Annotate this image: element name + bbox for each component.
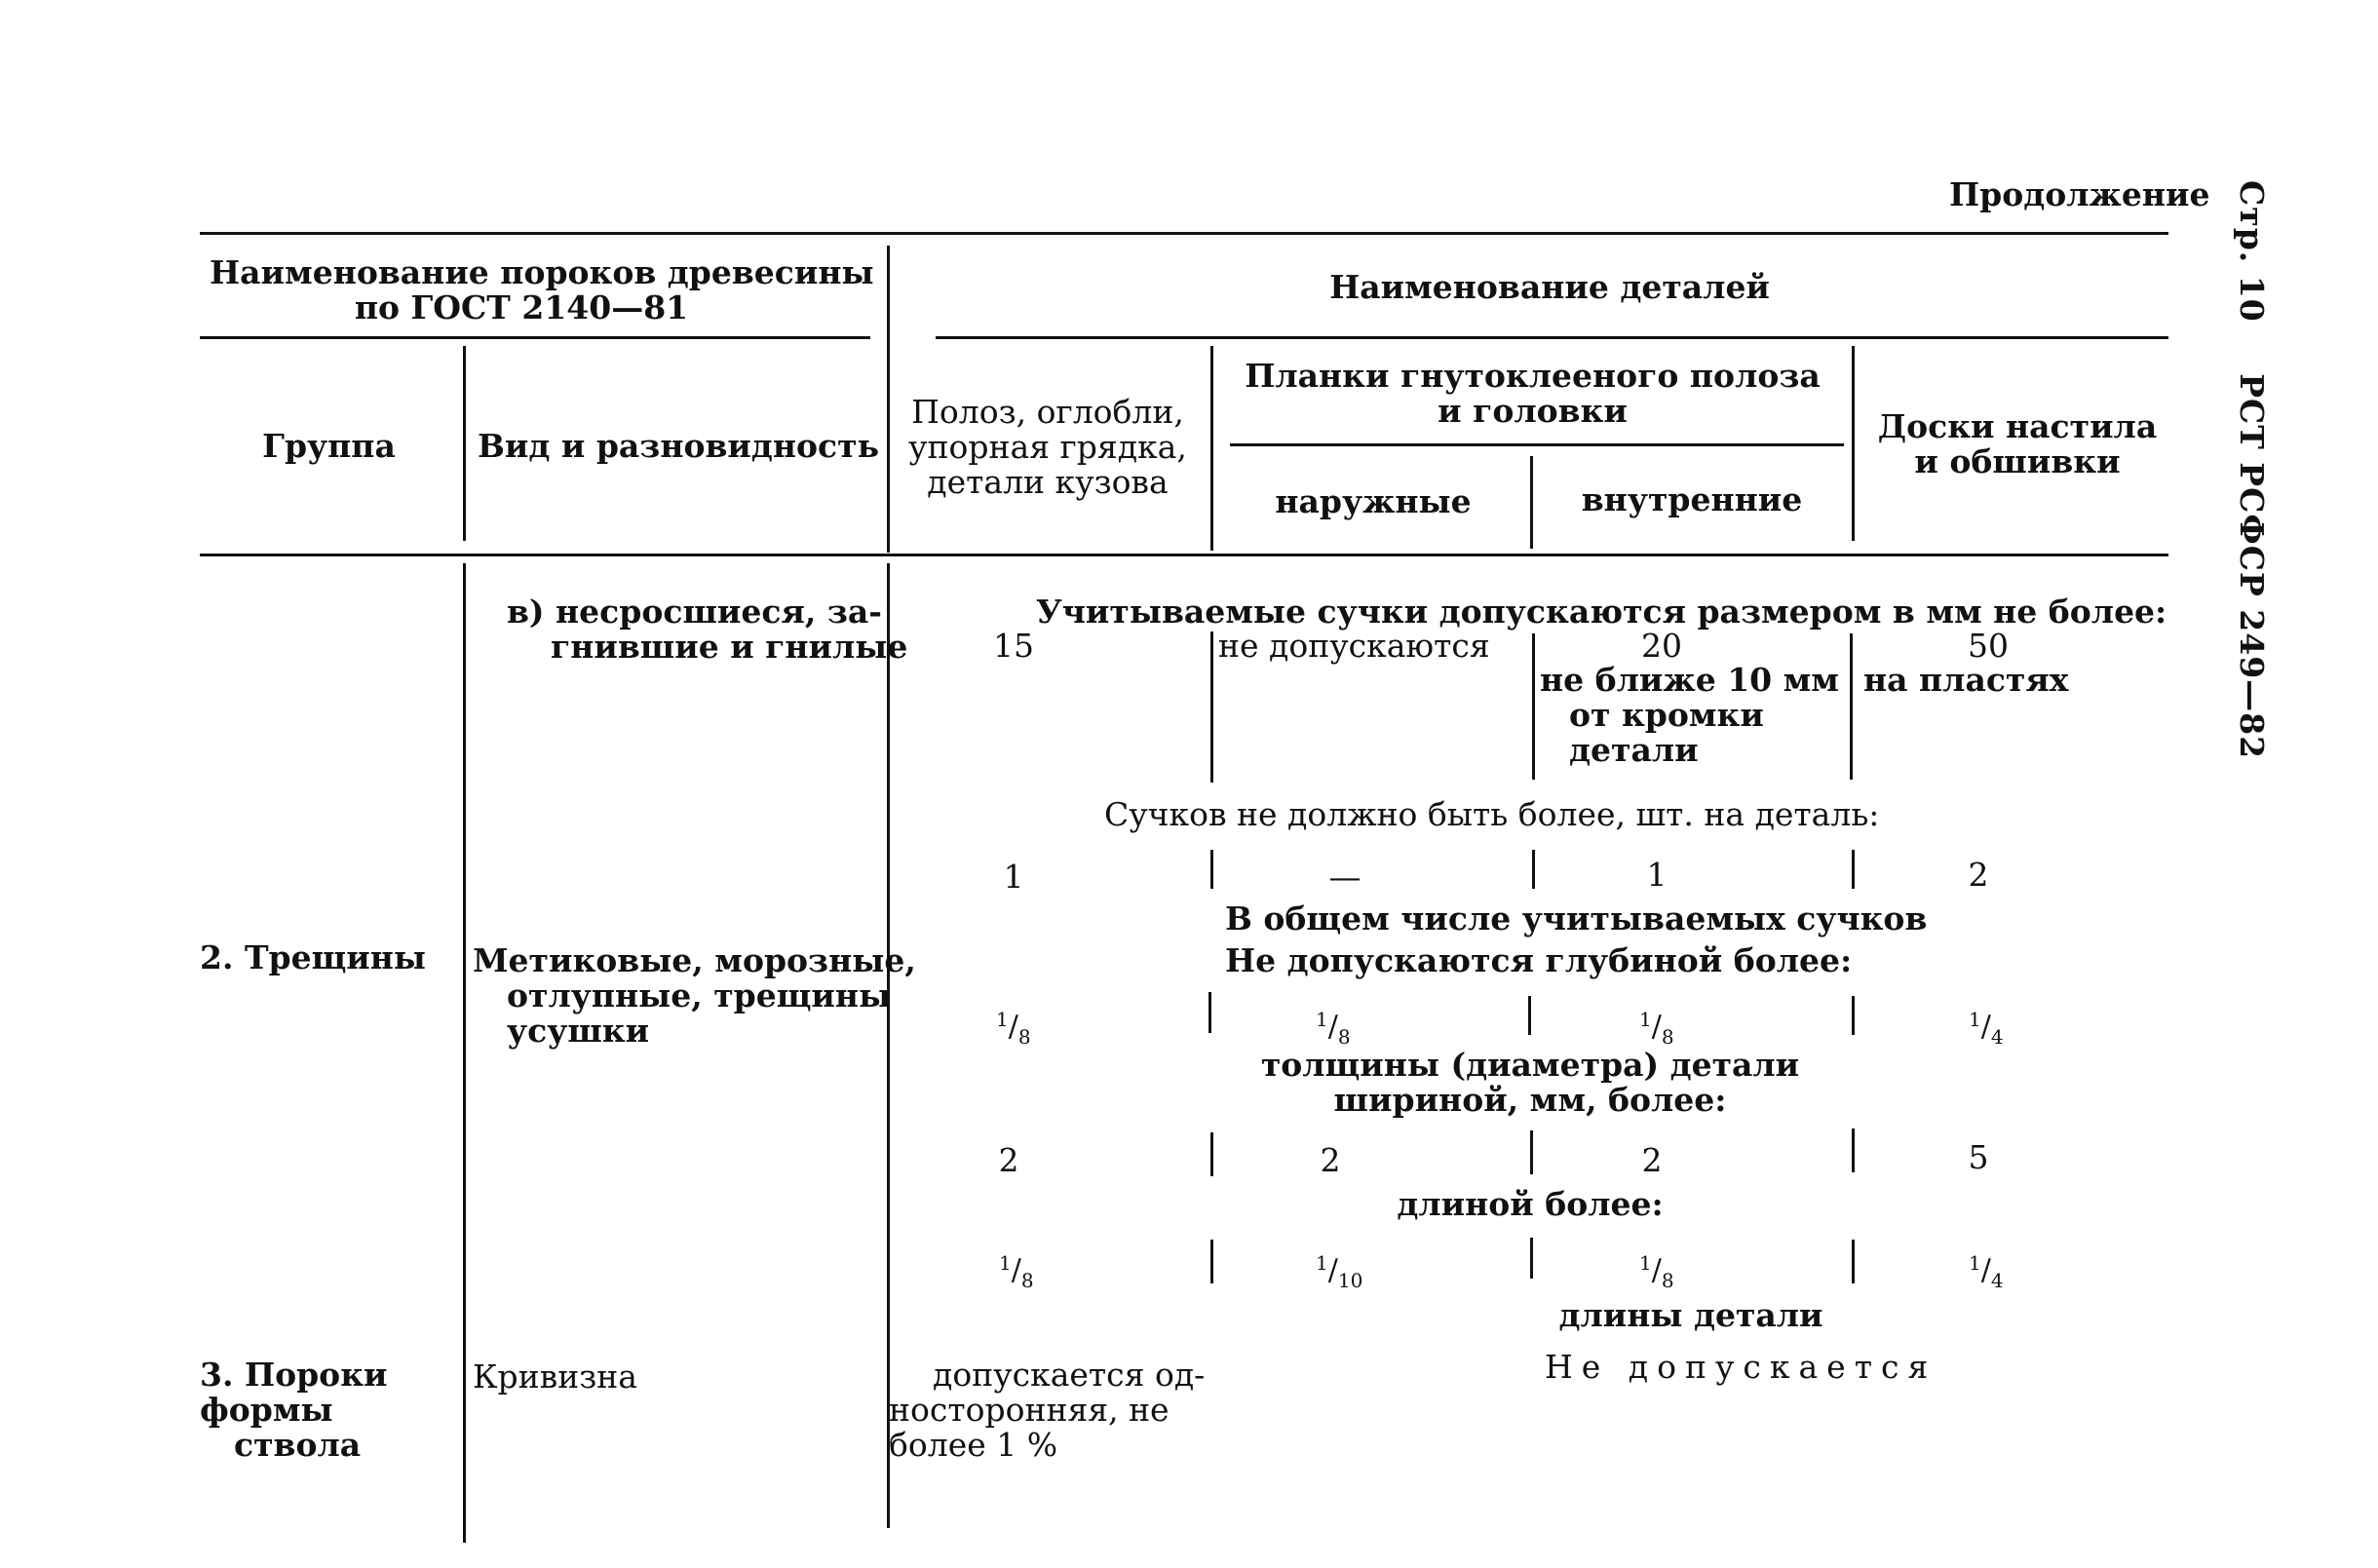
cracks-width-outer: 2 (1320, 1141, 1341, 1179)
knots-count-outer: — (1328, 858, 1362, 896)
shape-group (200, 1358, 388, 1463)
rule-kind-left (463, 346, 466, 541)
cracks-depth-inner: $^1/_8$ (1639, 1008, 1674, 1049)
frac-den: 8 (1020, 1269, 1034, 1292)
frac-num: 1 (1316, 1008, 1328, 1031)
knots-kind-line1: в) несросшиеся, за- (507, 593, 882, 631)
rule-runner-left (887, 246, 890, 553)
sep-length-inner (1530, 1238, 1533, 1279)
cracks-width-inner: 2 (1641, 1141, 1663, 1179)
frac-num: 1 (1639, 1251, 1652, 1275)
shape-runner-line1: допускается од- (933, 1356, 1206, 1394)
sep-count-inner (1532, 850, 1535, 889)
frac-den: 8 (1661, 1025, 1674, 1049)
document-code: РСТ РСФСР 249—82 (2233, 373, 2271, 760)
table-top-rule (200, 232, 2168, 235)
header-parts-group: Наименование деталей (1329, 268, 1770, 306)
rule-boards-left (1852, 346, 1855, 541)
sep-width-outer (1210, 1132, 1213, 1176)
frac-den: 8 (1337, 1025, 1351, 1049)
frac-num: 1 (996, 1008, 1009, 1031)
knots-size-inner-value: 20 (1641, 627, 1682, 665)
sep-length-boards (1852, 1240, 1855, 1283)
header-bottom-rule (200, 554, 2168, 556)
side-header (2233, 180, 2271, 798)
shape-group-line2: формы (200, 1391, 333, 1429)
frac-den: 4 (1990, 1269, 2004, 1292)
cracks-group: 2. Трещины (200, 938, 426, 976)
sep-knots-boards (1850, 633, 1853, 780)
cracks-length-outer: $^1/_{10}$ (1316, 1251, 1363, 1292)
header-col-runner (892, 395, 1204, 500)
strips-subgroup-rule (1230, 443, 1844, 446)
rule-kind-left-body (463, 563, 466, 1543)
rule-outer-inner (1530, 456, 1533, 549)
sep-depth-inner (1528, 996, 1531, 1035)
knots-size-boards-note: на пластях (1863, 661, 2069, 699)
cracks-length-boards: $^1/_4$ (1969, 1251, 2004, 1292)
shape-group-line1: 3. Пороки (200, 1356, 388, 1394)
shape-group-line3: ствола (234, 1426, 362, 1464)
knots-inner-note-line1: не ближе 10 мм (1540, 661, 1839, 699)
frac-den: 8 (1017, 1025, 1031, 1049)
knots-inner-note-line3: детали (1569, 731, 1699, 769)
sep-width-inner (1530, 1130, 1533, 1174)
cracks-length-runner: $^1/_8$ (999, 1251, 1034, 1292)
cracks-depth-note: Не допускаются глубиной более: (1225, 941, 1853, 979)
sep-length-outer (1210, 1240, 1213, 1283)
knots-kind (507, 594, 907, 665)
cracks-thickness-note (1218, 1048, 1842, 1118)
header-strips-line1: Планки гнутоклееного полоза (1245, 357, 1821, 395)
knots-size-runner: 15 (993, 627, 1034, 665)
knots-kind-line2: гнившие и гнилые (551, 628, 908, 666)
parts-group-rule (936, 336, 2168, 339)
frac-num: 1 (1969, 1251, 1981, 1275)
header-runner-line2: упорная грядка, (908, 428, 1187, 466)
frac-den: 8 (1661, 1269, 1674, 1292)
sep-count-boards (1852, 850, 1855, 889)
cracks-depth-runner: $^1/_8$ (996, 1008, 1031, 1049)
knots-size-outer: не допускаются (1218, 627, 1490, 665)
header-strips-line2: и головки (1438, 392, 1628, 430)
knots-total-note: В общем числе учитываемых сучков (1225, 899, 1928, 937)
cracks-kind-line3: усушки (507, 1012, 650, 1050)
sep-knots-outer (1210, 631, 1213, 783)
cracks-width-runner: 2 (998, 1141, 1019, 1179)
frac-num: 1 (1316, 1251, 1328, 1275)
header-col-inner: внутренние (1581, 480, 1803, 518)
knots-count-runner: 1 (1003, 858, 1024, 896)
shape-other: Не допускается (1545, 1348, 1937, 1386)
shape-runner (889, 1358, 1205, 1463)
header-defects-line2: по ГОСТ 2140—81 (354, 288, 689, 326)
sep-knots-inner (1532, 633, 1535, 780)
frac-num: 1 (999, 1251, 1012, 1275)
knots-size-boards-value: 50 (1968, 627, 2009, 665)
cracks-depth-outer: $^1/_8$ (1316, 1008, 1351, 1049)
shape-runner-line2: носторонняя, не (889, 1391, 1170, 1429)
knots-size-inner-note (1540, 663, 1839, 768)
header-boards-line1: Доски настила (1877, 407, 2158, 445)
header-col-kind: Вид и разновидность (478, 427, 880, 465)
page-number: Стр. 10 (2233, 180, 2271, 323)
header-col-strips (1218, 359, 1847, 429)
cracks-length-unit: длины детали (1558, 1296, 1823, 1334)
shape-kind: Кривизна (473, 1358, 637, 1396)
cracks-kind (473, 943, 916, 1049)
header-col-group: Группа (262, 427, 396, 465)
sep-width-boards (1852, 1128, 1855, 1172)
sep-depth-outer (1208, 992, 1211, 1033)
knots-allowed-note: Учитываемые сучки допускаются размером в мм не более: (1036, 593, 2167, 631)
shape-runner-line3: более 1 % (889, 1426, 1058, 1464)
header-runner-line3: детали кузова (927, 463, 1169, 501)
header-col-boards (1857, 409, 2178, 479)
header-boards-line2: и обшивки (1914, 442, 2121, 480)
header-defects-line1: Наименование пороков древесины (210, 253, 874, 291)
knots-count-note: Сучков не должно быть более, шт. на деталь: (1104, 795, 1880, 833)
cracks-length-note: длиной более: (1397, 1185, 1664, 1223)
header-col-outer: наружные (1275, 482, 1472, 520)
cracks-kind-line1: Метиковые, морозные, (473, 941, 916, 979)
continued-label: Продолжение (1949, 175, 2210, 213)
frac-num: 1 (1969, 1008, 1981, 1031)
rule-strips-left (1210, 346, 1213, 551)
frac-num: 1 (1639, 1008, 1652, 1031)
cracks-depth-boards: $^1/_4$ (1969, 1008, 2004, 1049)
cracks-kind-line2: отлупные, трещины (507, 976, 892, 1014)
cracks-thickness-line2: шириной, мм, более: (1333, 1081, 1727, 1119)
sep-depth-boards (1852, 996, 1855, 1035)
frac-den: 4 (1990, 1025, 2004, 1049)
header-runner-line1: Полоз, оглобли, (911, 393, 1184, 431)
knots-inner-note-line2: от кромки (1569, 696, 1764, 734)
knots-count-boards: 2 (1968, 856, 1989, 894)
cracks-thickness-line1: толщины (диаметра) детали (1260, 1046, 1800, 1084)
defects-group-rule (200, 336, 870, 339)
cracks-width-boards: 5 (1968, 1138, 1989, 1176)
header-defects-group (210, 253, 874, 326)
frac-den: 10 (1337, 1269, 1363, 1292)
sep-count-outer (1210, 850, 1213, 889)
knots-count-inner: 1 (1646, 856, 1668, 894)
cracks-length-inner: $^1/_8$ (1639, 1251, 1674, 1292)
